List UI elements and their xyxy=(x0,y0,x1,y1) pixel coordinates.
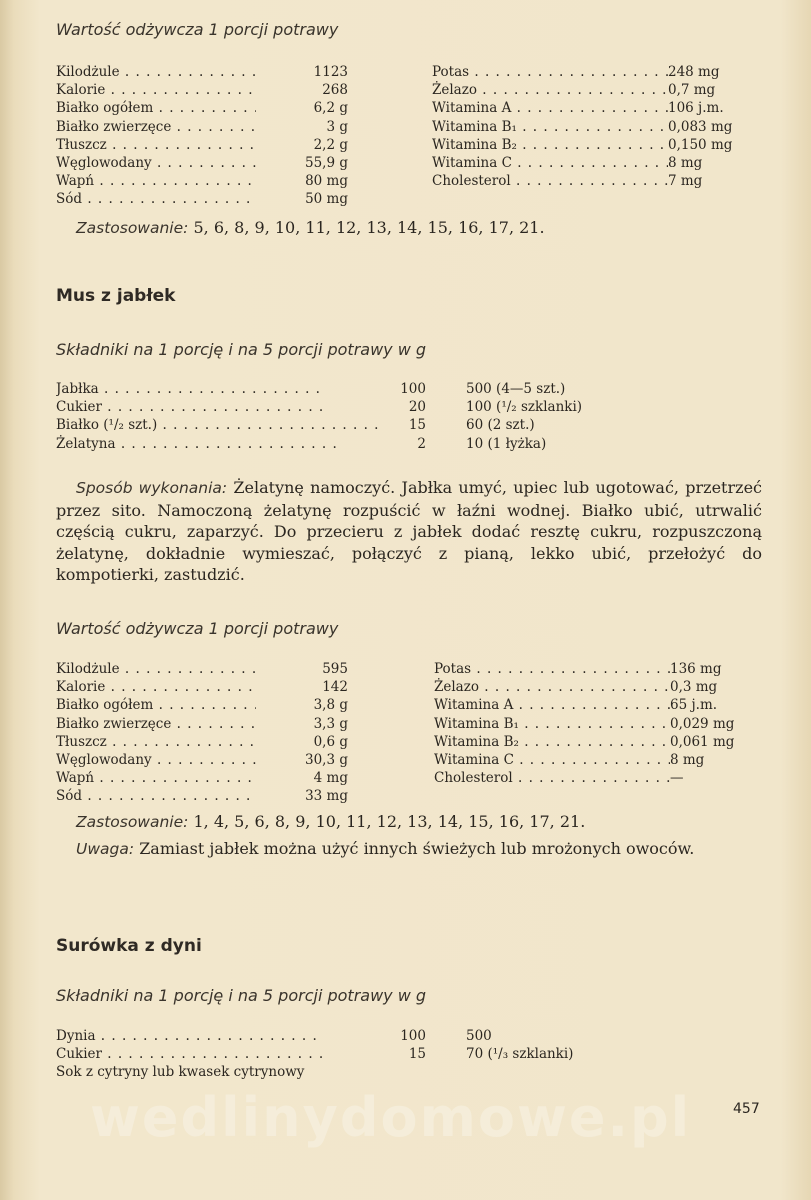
nutrition-row xyxy=(432,99,758,117)
watermark: wedlinydomowe.pl xyxy=(90,1086,692,1149)
nutrient-label: Białko zwierzęce . . . xyxy=(56,715,256,733)
nutrition-row xyxy=(56,733,348,751)
ingredients-table-1 xyxy=(56,380,666,453)
nutrient-value: 33 mg xyxy=(305,788,348,805)
nutrient-label: Białko zwierzęce . . . xyxy=(56,118,256,136)
ingredient-amount-1: 15 xyxy=(408,417,426,434)
nutrition-row xyxy=(56,715,348,733)
nutrition-row xyxy=(434,660,760,678)
ingredient-amount-5: 10 (1 łyżka) xyxy=(466,435,547,452)
ingredient-amount-5: 500 xyxy=(466,1028,492,1044)
nutrition-row xyxy=(56,99,348,117)
ingredient-amount-1: 15 xyxy=(408,1046,426,1063)
nutrient-value: 3 g xyxy=(326,118,348,135)
method-paragraph xyxy=(56,477,762,586)
nutrition-table-1-right xyxy=(432,63,758,190)
nutrient-label: Żelazo . . . xyxy=(432,81,668,99)
nutrient-value: 3,3 g xyxy=(313,715,348,732)
ingredient-row xyxy=(56,416,666,434)
nutrient-label: Wapń . . . xyxy=(56,769,256,787)
recipe-title-mus-z-jablek: Mus z jabłek xyxy=(56,286,176,306)
nutrient-value: 7 mg xyxy=(668,173,703,190)
nutrition-row xyxy=(56,63,348,81)
nutrient-value: 0,029 mg xyxy=(670,715,735,732)
nutrient-value: 268 xyxy=(322,82,348,99)
nutrient-value: 6,2 g xyxy=(313,100,348,117)
nutrition-row xyxy=(56,751,348,769)
nutrient-label: Żelazo . . . xyxy=(434,678,670,696)
nutrition-row xyxy=(56,190,348,208)
note-label: Uwaga: xyxy=(76,840,135,858)
nutrition-row xyxy=(434,696,760,714)
nutrient-label: Witamina B₁ . . . xyxy=(432,118,668,136)
nutrient-value: 106 j.m. xyxy=(668,100,724,117)
nutrition-table-1-left xyxy=(56,63,348,209)
nutrient-value: 50 mg xyxy=(305,191,348,208)
ingredient-amount-5: 100 (¹/₂ szklanki) xyxy=(466,399,583,416)
usage-label: Zastosowanie: xyxy=(76,813,189,831)
nutrition-row xyxy=(56,678,348,696)
ingredient-amount-1: 100 xyxy=(400,1028,426,1044)
nutrient-value: 4 mg xyxy=(313,770,348,787)
nutrition-row xyxy=(434,769,760,787)
ingredients-heading-2: Składniki na 1 porcję i na 5 porcji potrawy w g xyxy=(56,986,427,1005)
nutrient-value: 0,150 mg xyxy=(668,136,733,153)
nutrition-row xyxy=(56,660,348,678)
nutrient-value: 8 mg xyxy=(670,752,705,769)
page-number: 457 xyxy=(733,1101,760,1117)
usage-value: 5, 6, 8, 9, 10, 11, 12, 13, 14, 15, 16, 17, 21. xyxy=(193,218,545,237)
usage-label: Zastosowanie: xyxy=(76,219,189,237)
ingredient-name: Cukier . . . xyxy=(56,1045,381,1063)
nutrition-row xyxy=(56,118,348,136)
nutrient-value: 0,7 mg xyxy=(668,82,716,99)
nutrient-label: Węglowodany . . . xyxy=(56,154,256,172)
nutrient-label: Witamina A . . . xyxy=(432,99,668,117)
nutrient-label: Witamina C . . . xyxy=(432,154,668,172)
nutrient-value: 2,2 g xyxy=(313,136,348,153)
nutrient-value: 65 j.m. xyxy=(670,697,718,714)
nutrient-label: Sód . . . xyxy=(56,787,256,805)
usage-value: 1, 4, 5, 6, 8, 9, 10, 11, 12, 13, 14, 15, 16, 17, 21. xyxy=(193,812,586,831)
ingredients-table-2 xyxy=(56,1027,666,1082)
ingredient-amount-5: 500 (4—5 szt.) xyxy=(466,381,566,397)
ingredient-amount-5: 70 (¹/₃ szklanki) xyxy=(466,1046,574,1063)
nutrition-row xyxy=(432,81,758,99)
ingredient-name: Dynia . . . xyxy=(56,1027,381,1045)
nutrient-value: 248 mg xyxy=(668,64,720,80)
nutrient-value: 142 xyxy=(322,679,348,696)
nutrient-label: Białko ogółem . . . xyxy=(56,99,256,117)
nutrient-label: Wapń . . . xyxy=(56,172,256,190)
note-text: Zamiast jabłek można użyć innych świeżych lub mrożonych owoców. xyxy=(139,839,695,858)
ingredient-row xyxy=(56,1027,666,1045)
nutrient-label: Kalorie . . . xyxy=(56,678,256,696)
nutrient-label: Witamina B₂ . . . xyxy=(432,136,668,154)
nutrient-label: Witamina B₂ . . . xyxy=(434,733,670,751)
nutrition-row xyxy=(432,154,758,172)
nutrient-value: — xyxy=(670,770,684,787)
nutrient-label: Tłuszcz . . . xyxy=(56,733,256,751)
nutrition-heading-1: Wartość odżywcza 1 porcji potrawy xyxy=(56,20,339,39)
method-text: Żelatynę namoczyć. Jabłka umyć, upiec lub ugotować, przetrzeć przez sito. Namoczoną żelatynę rozpuścić w łaźni wodnej. Białko ubić, utrwalić częścią cukru, zaparzyć. Do przecieru z jabłek dodać resztę cukru, rozpuszczoną żelatynę, dokładnie wymieszać, połączyć z pianą, lekko ubić, przełożyć do kompotierki, zastudzić. xyxy=(56,478,762,584)
ingredient-amount-5: 60 (2 szt.) xyxy=(466,417,535,434)
usage-line-1 xyxy=(76,218,545,237)
nutrition-row xyxy=(56,787,348,805)
nutrient-value: 136 mg xyxy=(670,661,722,677)
nutrient-value: 0,6 g xyxy=(313,733,348,750)
nutrient-label: Potas . . . xyxy=(432,63,668,81)
nutrient-label: Witamina A . . . xyxy=(434,696,670,714)
ingredients-heading-1: Składniki na 1 porcję i na 5 porcji potrawy w g xyxy=(56,340,427,359)
nutrition-heading-2: Wartość odżywcza 1 porcji potrawy xyxy=(56,619,339,638)
nutrient-label: Sód . . . xyxy=(56,190,256,208)
nutrient-value: 1123 xyxy=(313,64,348,80)
nutrient-value: 8 mg xyxy=(668,155,703,172)
nutrient-value: 595 xyxy=(322,661,348,677)
nutrition-table-2-right xyxy=(434,660,760,787)
nutrition-row xyxy=(432,118,758,136)
nutrient-value: 30,3 g xyxy=(305,752,348,769)
nutrient-label: Cholesterol . . . xyxy=(434,769,670,787)
ingredient-name: Białko (¹/₂ szt.) . . . xyxy=(56,416,381,434)
recipe-title-surowka-z-dyni: Surówka z dyni xyxy=(56,936,202,956)
nutrition-row xyxy=(56,136,348,154)
nutrition-row xyxy=(432,63,758,81)
nutrition-row xyxy=(56,696,348,714)
nutrition-row xyxy=(434,678,760,696)
nutrient-label: Węglowodany . . . xyxy=(56,751,256,769)
nutrient-label: Witamina B₁ . . . xyxy=(434,715,670,733)
nutrition-row xyxy=(432,172,758,190)
ingredient-name: Cukier . . . xyxy=(56,398,381,416)
method-label: Sposób wykonania: xyxy=(76,479,228,497)
nutrition-row xyxy=(434,751,760,769)
ingredient-row xyxy=(56,1063,666,1081)
nutrition-row xyxy=(434,733,760,751)
ingredient-name: Żelatyna . . . xyxy=(56,435,381,453)
nutrition-row xyxy=(56,81,348,99)
nutrient-value: 0,3 mg xyxy=(670,679,718,696)
nutrient-label: Potas . . . xyxy=(434,660,670,678)
nutrient-value: 0,061 mg xyxy=(670,733,735,750)
nutrition-row xyxy=(56,172,348,190)
nutrient-label: Kilodżule . . . xyxy=(56,63,256,81)
nutrient-label: Tłuszcz . . . xyxy=(56,136,256,154)
nutrient-label: Białko ogółem . . . xyxy=(56,696,256,714)
nutrient-value: 0,083 mg xyxy=(668,118,733,135)
usage-line-2 xyxy=(76,812,585,831)
ingredient-row xyxy=(56,380,666,398)
ingredient-name: Sok z cytryny lub kwasek cytrynowy xyxy=(56,1064,305,1081)
nutrition-table-2-left xyxy=(56,660,348,806)
ingredient-row xyxy=(56,1045,666,1063)
nutrient-label: Kalorie . . . xyxy=(56,81,256,99)
nutrition-row xyxy=(56,769,348,787)
note-paragraph xyxy=(56,838,762,861)
ingredient-amount-1: 100 xyxy=(400,381,426,397)
nutrition-row xyxy=(56,154,348,172)
nutrient-label: Kilodżule . . . xyxy=(56,660,256,678)
nutrition-row xyxy=(432,136,758,154)
nutrient-label: Cholesterol . . . xyxy=(432,172,668,190)
nutrient-value: 3,8 g xyxy=(313,697,348,714)
nutrition-row xyxy=(434,715,760,733)
nutrient-value: 80 mg xyxy=(305,173,348,190)
ingredient-amount-1: 2 xyxy=(417,435,426,452)
nutrient-label: Witamina C . . . xyxy=(434,751,670,769)
ingredient-name: Jabłka . . . xyxy=(56,380,381,398)
ingredient-row xyxy=(56,435,666,453)
ingredient-amount-1: 20 xyxy=(408,399,426,416)
nutrient-value: 55,9 g xyxy=(305,155,348,172)
ingredient-row xyxy=(56,398,666,416)
